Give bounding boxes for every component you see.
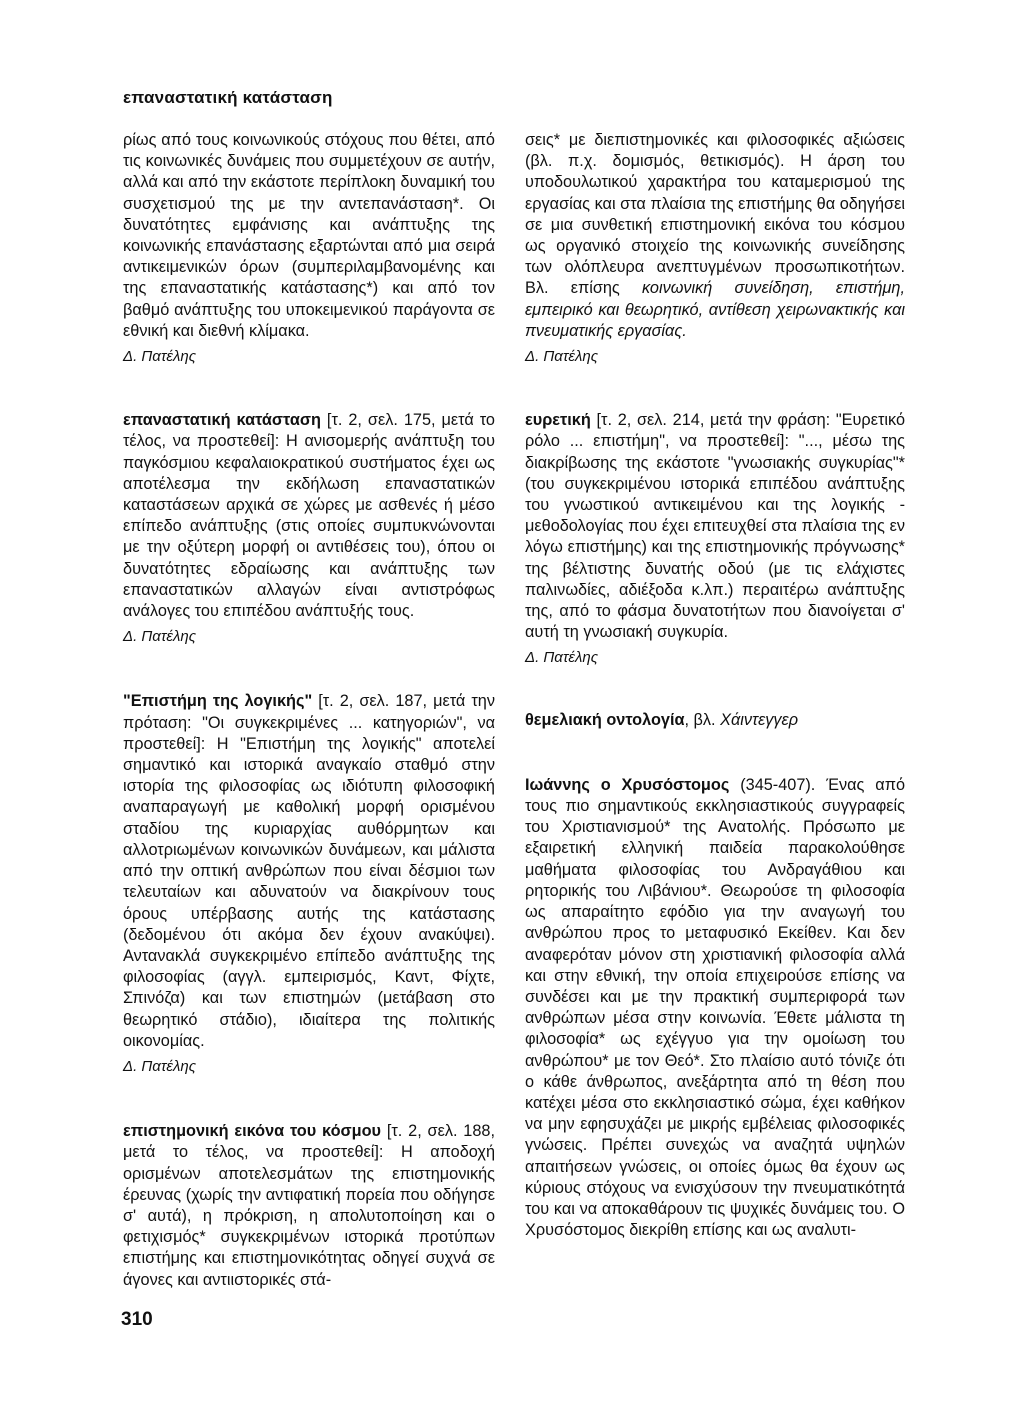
entry-headword: επαναστατική κατάσταση [123,411,321,430]
continuation-entry [123,130,495,367]
see-reference: Χάιντεγγερ [720,710,799,729]
entry-body: (345-407). Ένας από τους πιο σημαντικούς εκκλησιαστικούς συγγραφείς του Χριστιανισμού* της Ανατολής. Πρόσωπο με εξαιρετική ελληνική παιδεία παρακολούθησε μαθήματα φιλοσοφίας του Ανδραγάθιου και ρητορικής του Λιβάνιου*. Θεωρούσε τη φιλοσοφία ως απαραίτητο εφόδιο για την αναγωγή του ανθρώπου προς το μεταφυσικό Εκείθεν. Και δεν αναφερόταν μόνον στη χριστιανική φιλοσοφία αλλά και στην εθνική, την οποία επιχειρούσε επίσης να συνδέσει και με την πρακτική συμπεριφορά των ανθρώπων μέσα στην κοινωνία. Έθετε μάλιστα τη φιλοσοφία* ως εχέγγυο για την ομοίωση του ανθρώπου* με τον Θεό*. Στο πλαίσιο αυτό τόνιζε ότι ο κάθε άνθρωπος, ανεξάρτητα από τη θέση που κατέχει μέσα στο εκκλησιαστικό σώμα, έχει καθήκον να μην εφησυχάζει με μικρής εμβέλειας φιλοσοφικές γνώσεις. Πρέπει συνεχώς να αναζητά υψηλών απαιτήσεων γνώσεις, οι οποίες όμως θα έχουν ως κύριους στόχους να ενισχύσουν την πνευματικότητά του και να αποκαθάρουν τις ψυχικές δυνάμεις του. Ο Χρυσόστομος διεκρίθη επίσης και ως αναλυτι- [525,775,905,1240]
author-signature: Δ. Πατέλης [123,628,197,646]
author-signature: Δ. Πατέλης [123,1057,197,1075]
continuation-entry [525,130,905,367]
entry-headword: θεμελιακή οντολογία [525,710,685,729]
author-signature: Δ. Πατέλης [123,348,197,366]
cross-references: κοινωνική συνείδηση, επιστήμη, εμπειρικό και θεωρητικό, αντίθεση χειρωνακτικής και πνευματικής εργασίας. [525,279,905,340]
dictionary-entry [525,775,905,1241]
entry-headword: επιστημονική εικόνα του κόσμου [123,1122,382,1141]
entry-body: [τ. 2, σελ. 175, μετά το τέλος, να προστεθεί]: Η ανισομερής ανάπτυξη του παγκόσμιου κεφαλαιοκρατικού συστήματος έχει ως αποτέλεσμα την εκδήλωση επαναστατικών καταστάσεων αρχικά σε χώρες με ασθενές ή μέσο επίπεδο ανάπτυξης (στις οποίες συμπυκνώνονται με την οξύτερη μορφή οι αντιθέσεις του), όπου οι δυνατότητες εδραίωσης και ανάπτυξης των επαναστατικών αλλαγών είναι αντιστρόφως ανάλογες του επιπέδου ανάπτυξής τους. [123,411,495,621]
dictionary-entry [525,410,905,668]
author-signature: Δ. Πατέλης [525,348,599,366]
entry-headword: Ιωάννης ο Χρυσόστομος [525,775,730,794]
entry-body: [τ. 2, σελ. 188, μετά το τέλος, να προστεθεί]: Η αποδοχή ορισμένων αποτελεσμάτων της επιστημονικής έρευνας (χωρίς την αντιφατική πορεία που οδήγησε σ' αυτά), η πρόκριση, η απολυτοποίηση και ο φετιχισμός* συγκεκριμένων ιστορικά προτύπων επιστήμης και επιστημονικότητας οδηγεί συχνά σε άγονες και αντιιστορικές στά- [123,1122,495,1289]
dictionary-entry [123,691,495,1077]
left-column [123,130,495,1291]
dictionary-entry [123,1121,495,1291]
entry-body: [τ. 2, σελ. 187, μετά την πρόταση: "Οι συγκεκριμένες ... κατηγοριών", να προστεθεί]: Η "Επιστήμη της λογικής" αποτελεί σημαντικό και ιστορικά αναγκαίο σταθμό στην ιστορία της φιλοσοφίας ως ιδιότυπη φιλοσοφική αναπαραγωγή με καθολική μορφή ορισμένου σταδίου της κυριαρχίας αυθόρμητων και αλλοτριωμένων κοινωνικών δυνάμεων, και μάλιστα από την οπτική ανθρώπων που είναι δέσμιοι των τελευταίων και αδυνατούν να διακρίνουν τους όρους υπέρβασης αυτής της κατάστασης (δεδομένου ότι ακόμα δεν έχουν ανακύψει). Αντανακλά συγκεκριμένο επίπεδο ανάπτυξης της φιλοσοφίας (αγγλ. εμπειρισμός, Καντ, Φίχτε, Σπινόζα) και των επιστημών (μετάβαση στο θεωρητικό στάδιο), ιδιαίτερα της πολιτικής οικονομίας. [123,692,495,1050]
dictionary-entry [525,710,905,731]
entry-headword: ευρετική [525,411,591,430]
see-prefix: , βλ. [684,710,721,729]
continuation-text: σεις* με διεπιστημονικές και φιλοσοφικές αξιώσεις (βλ. π.χ. δομισμός, θετικισμός). Η άρση του υποδουλωτικού χαρακτήρα του καταμερισμού της εργασίας και στα πλαίσια της επιστήμης θα οδηγήσει σε μια συνθετική επιστημονική εικόνα του κόσμου ως οργανικό στοιχείο της κοινωνικής συνείδησης των ολόπλευρα ανεπτυγμένων προσωπικοτήτων. Βλ. επίσης [525,131,905,298]
author-signature: Δ. Πατέλης [525,649,599,667]
continuation-text: ρίως από τους κοινωνικούς στόχους που θέτει, από τις κοινωνικές δυνάμεις που συμμετέχουν σε αυτήν, αλλά και από την εκάστοτε περίπλοκη δυναμική του συσχετισμού της με την αντεπανάσταση*. Οι δυνατότητες εμφάνισης και ανάπτυξης της κοινωνικής επανάστασης εξαρτώνται από μια σειρά αντικειμενικών όρων (συμπεριλαμβανομένης και της επαναστατικής κατάστασης*) και από τον βαθμό ανάπτυξης του υποκειμενικού παράγοντα σε εθνική και διεθνή κλίμακα. [123,131,495,340]
entry-headword: "Επιστήμη της λογικής" [123,692,313,711]
dictionary-entry [123,410,495,647]
page-number: 310 [121,1309,153,1330]
right-column [525,130,905,1241]
entry-body: [τ. 2, σελ. 214, μετά την φράση: "Ευρετικό ρόλο ... επιστήμη", να προστεθεί]: "..., μέσω της διακρίβωσης της εκάστοτε "γνωσιακής συγκυρίας"* (του συγκεκριμένου ιστορικά επιπέδου ανάπτυξης του γνωστικού αντικειμένου και της λογικής - μεθοδολογίας που έχει επιτευχθεί στα πλαίσια της εν λόγω επιστήμης) και της επιστημονικής πρόγνωσης* της βέλτιστης δυνατής οδού (με τις ελάχιστες παλινωδίες, αδιέξοδα κ.λπ.) περαιτέρω ανάπτυξης της, από το φάσμα δυνατοτήτων που διανοίγεται σ' αυτή τη γνωσιακή συγκυρία. [525,411,905,642]
running-head: επαναστατική κατάσταση [123,88,333,107]
